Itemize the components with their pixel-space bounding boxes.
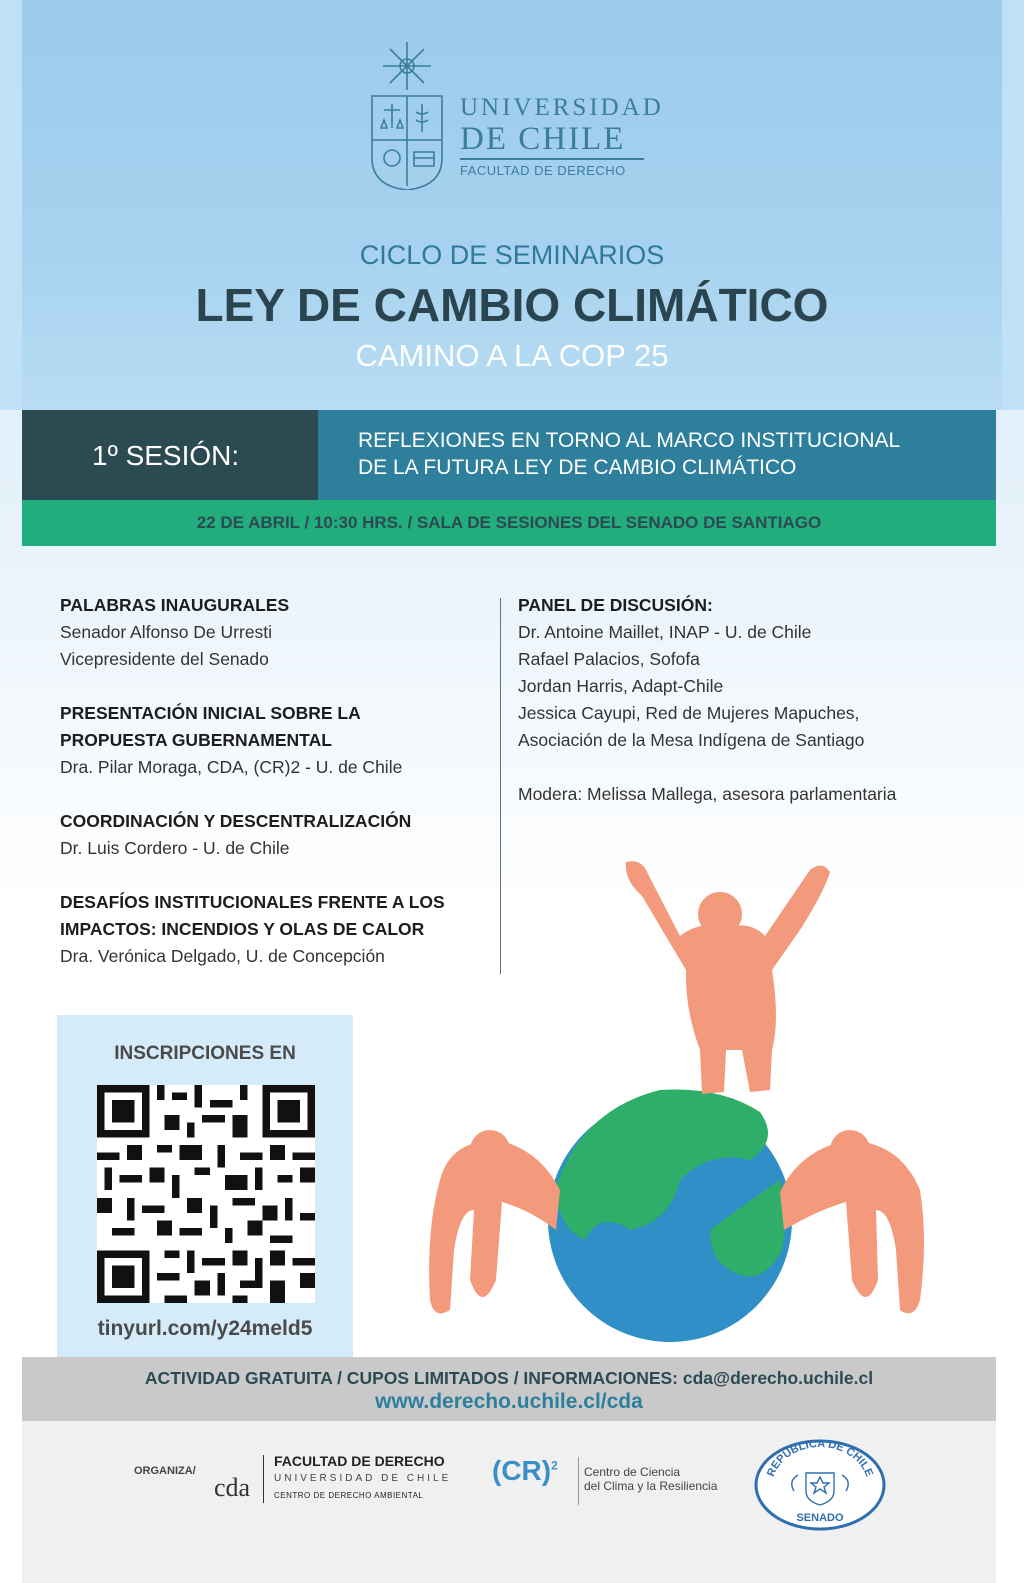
organiza-label: ORGANIZA/ [134,1465,196,1477]
cr2-mark: (CR)$^2$ [492,1455,558,1486]
svg-text:REPUBLICA DE CHILE: REPUBLICA DE CHILE [765,1437,875,1479]
program-heading: PROPUESTA GUBERNAMENTAL [60,730,332,750]
registration-box [57,1015,353,1357]
program-speaker: Vicepresidente del Senado [60,649,269,669]
cr2-line1: Centro de Ciencia [584,1465,681,1479]
program-speaker: Senador Alfonso De Urresti [60,622,273,642]
program-heading: COORDINACIÓN Y DESCENTRALIZACIÓN [60,811,412,831]
panelist: Rafael Palacios, Sofofa [518,649,700,669]
info-line[interactable]: ACTIVIDAD GRATUITA / CUPOS LIMITADOS / INFORMACIONES: cda@derecho.uchile.cl [144,1368,874,1388]
session-details: 22 DE ABRIL / 10:30 HRS. / SALA DE SESIONES DEL SENADO DE SANTIAGO [196,513,822,532]
clay-person-left [429,1130,560,1313]
cda-word: cda [214,1473,251,1502]
program-speaker: Dra. Pilar Moraga, CDA, (CR)2 - U. de Chile [60,757,403,777]
session-label-box [22,410,318,500]
logo-line-universidad: UNIVERSIDAD [460,94,664,121]
panel-heading: PANEL DE DISCUSIÓN: [518,595,713,615]
program-heading: IMPACTOS: INCENDIOS Y OLAS DE CALOR [60,919,425,939]
cda-logo [214,1451,464,1511]
session-topic-line1: REFLEXIONES EN TORNO AL MARCO INSTITUCIONAL [358,429,901,452]
panelist: Jessica Cayupi, Red de Mujeres Mapuches, [518,703,860,723]
clay-person-top [626,861,830,1094]
senado-label: SENADO [796,1512,844,1524]
moderator: Modera: Melissa Mallega, asesora parlamentaria [518,784,897,804]
logo-line-de-chile: DE CHILE [460,121,626,157]
main-title: LEY DE CAMBIO CLIMÁTICO [195,279,829,331]
program-heading: PRESENTACIÓN INICIAL SOBRE LA [60,703,361,723]
globe-icon [548,1089,792,1342]
clay-figures-globe-illustration [380,850,1010,1370]
cda-centro: CENTRO DE DERECHO AMBIENTAL [274,1491,424,1500]
session-topic-box [318,410,996,500]
clay-person-right [780,1130,924,1313]
subtitle: CAMINO A LA COP 25 [355,338,669,373]
info-bar [22,1357,996,1421]
program-speaker: Dr. Luis Cordero - U. de Chile [60,838,290,858]
website-link[interactable]: www.derecho.uchile.cl/cda [375,1390,643,1413]
logo-line-facultad: FACULTAD DE DERECHO [460,158,644,178]
qr-code-icon[interactable] [97,1085,315,1303]
university-logo-text [460,94,664,178]
senado-seal-logo [750,1433,890,1533]
panelist: Asociación de la Mesa Indígena de Santiago [518,730,865,750]
program-heading: PALABRAS INAUGURALES [60,595,290,615]
program-heading: DESAFÍOS INSTITUCIONALES FRENTE A LOS [60,892,445,912]
cr2-separator [578,1457,579,1505]
cr2-logo [492,1451,722,1511]
registration-url[interactable]: tinyurl.com/y24meld5 [97,1317,313,1340]
star-icon [383,42,431,90]
program-speaker: Dra. Verónica Delgado, U. de Concepción [60,946,385,966]
session-details-bar [22,500,996,546]
session-topic-line2: DE LA FUTURA LEY DE CAMBIO CLIMÁTICO [358,456,797,479]
program-right-column [518,592,988,808]
cr2-text [584,1465,717,1493]
cda-separator [263,1455,264,1503]
footer [22,1421,996,1583]
session-label: 1º SESIÓN: [92,440,240,471]
panelist: Dr. Antoine Maillet, INAP - U. de Chile [518,622,812,642]
registration-title: INSCRIPCIONES EN [114,1043,296,1064]
series-title: CICLO DE SEMINARIOS [359,240,665,270]
cda-faculty: FACULTAD DE DERECHO [274,1453,445,1469]
cr2-line2: del Clima y la Resiliencia [584,1479,718,1493]
panelist: Jordan Harris, Adapt-Chile [518,676,724,696]
session-topic [358,427,900,481]
cda-university: UNIVERSIDAD DE CHILE [274,1473,452,1484]
